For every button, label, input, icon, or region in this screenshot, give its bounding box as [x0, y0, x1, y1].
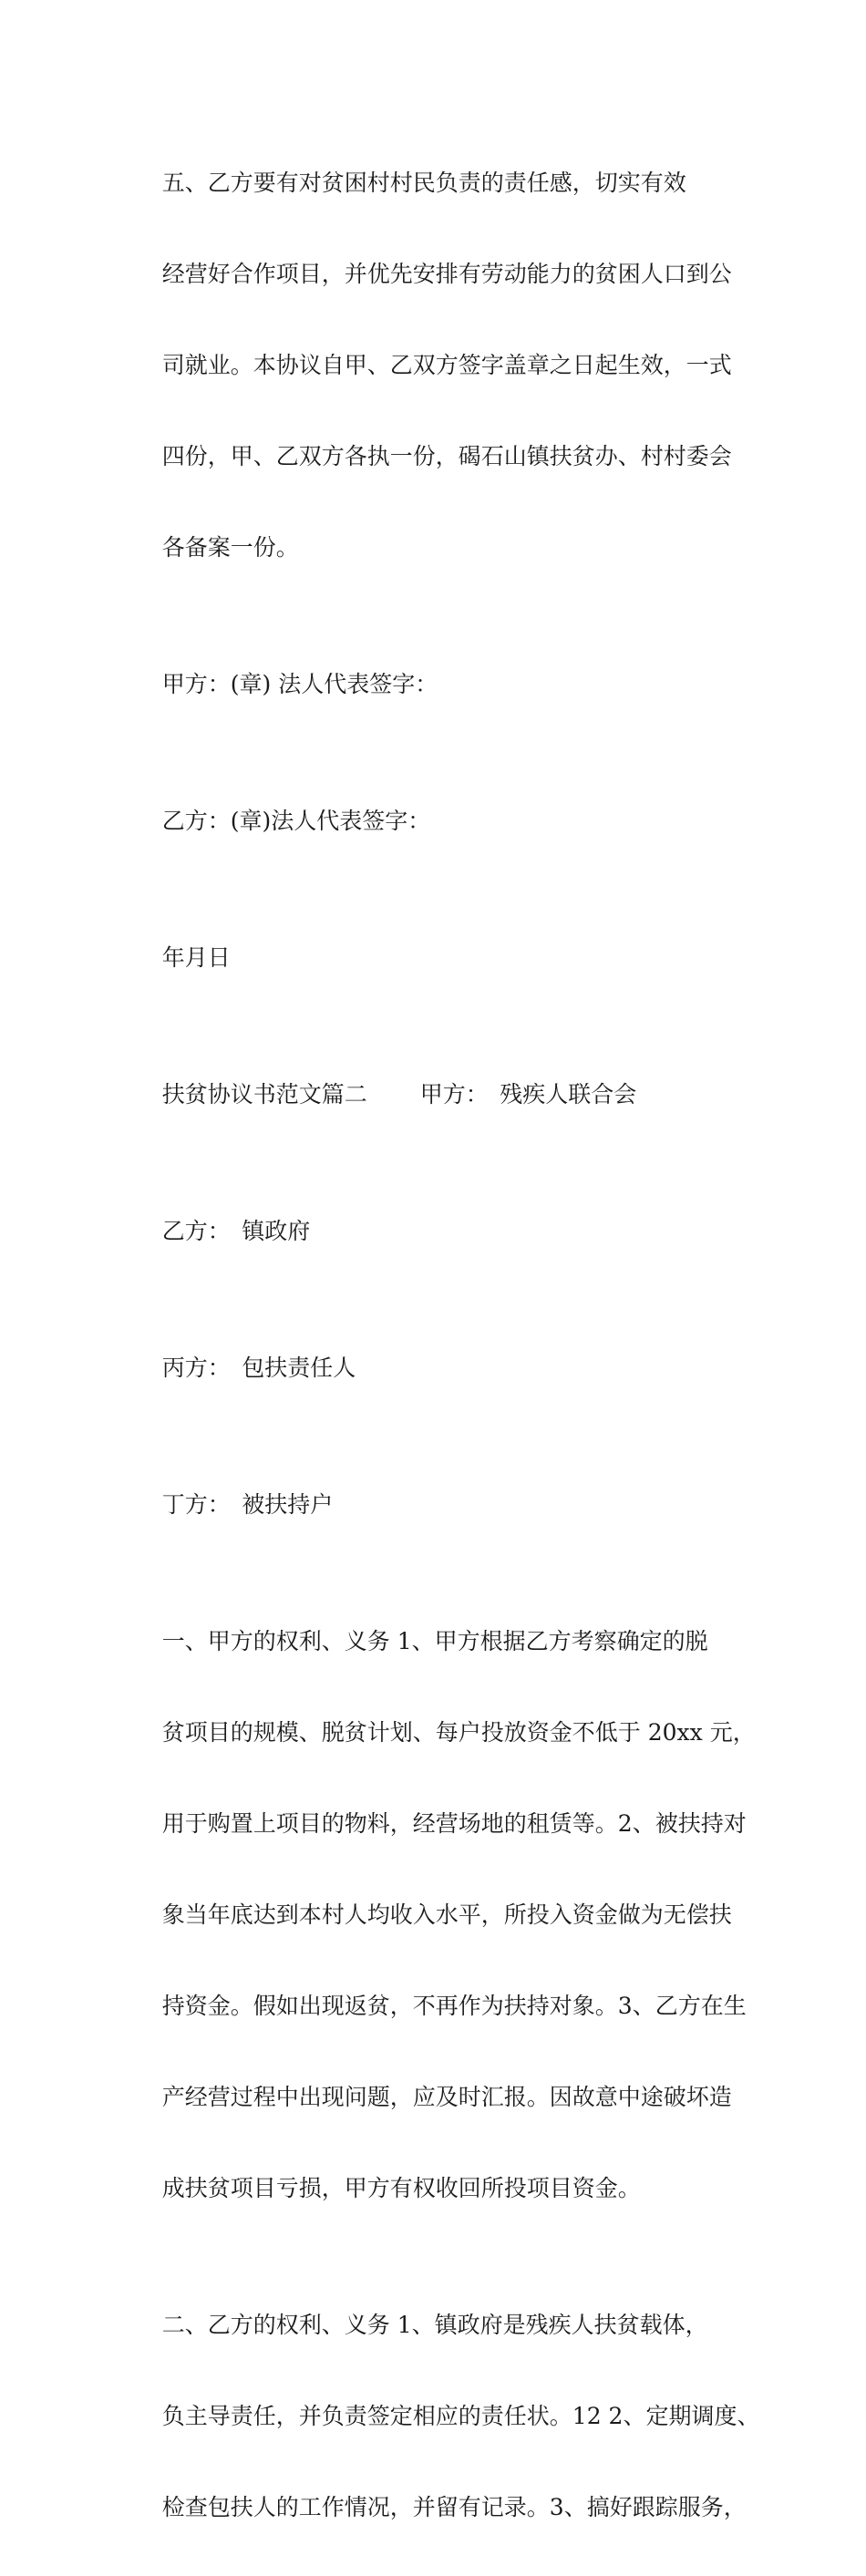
text-line: 年月日	[161, 944, 231, 971]
paragraph-clause-1	[133, 1573, 762, 2257]
text-line: 负主导责任，并负责签定相应的责任状。12 2、定期调度、	[161, 2403, 760, 2429]
date-line	[133, 890, 762, 1026]
text-line: 二、乙方的权利、义务 1、镇政府是残疾人扶贫载体，	[161, 2312, 708, 2338]
document-page	[133, 115, 762, 2576]
text-line: 四份，甲、乙双方各执一份，碣石山镇扶贫办、村村委会	[161, 443, 732, 469]
text-line: 丁方： 被扶持户	[161, 1491, 334, 1518]
text-line: 象当年底达到本村人均收入水平，所投入资金做为无偿扶	[161, 1901, 732, 1928]
party-c-line	[133, 1300, 762, 1437]
text-line: 产经营过程中出现问题，应及时汇报。因故意中途破坏造	[161, 2084, 732, 2110]
text-line: 成扶贫项目亏损，甲方有权收回所投项目资金。	[161, 2175, 641, 2201]
party-b-line	[133, 1163, 762, 1300]
text-line: 司就业。本协议自甲、乙双方签字盖章之日起生效，一式	[161, 352, 732, 378]
text-line: 乙方： 镇政府	[161, 1218, 311, 1244]
text-line: 丙方： 包扶责任人	[161, 1355, 356, 1381]
party-b-signature-line	[133, 753, 762, 890]
party-d-line	[133, 1437, 762, 1573]
paragraph-clause-2	[133, 2257, 762, 2576]
paragraph-clause-5	[133, 115, 762, 616]
text-line: 一、甲方的权利、义务 1、甲方根据乙方考察确定的脱	[161, 1628, 708, 1654]
text-line: 用于购置上项目的物料，经营场地的租赁等。2、被扶持对	[161, 1810, 747, 1837]
text-line: 五、乙方要有对贫困村村民负责的责任感，切实有效	[161, 170, 686, 196]
text-line: 扶贫协议书范文篇二 甲方： 残疾人联合会	[161, 1081, 637, 1108]
text-line: 乙方：(章)法人代表签字：	[161, 808, 431, 834]
text-line: 甲方：(章) 法人代表签字：	[161, 671, 438, 697]
text-line: 持资金。假如出现返贫，不再作为扶持对象。3、乙方在生	[161, 1993, 747, 2019]
text-line: 经营好合作项目，并优先安排有劳动能力的贫困人口到公	[161, 261, 732, 287]
text-line: 贫项目的规模、脱贫计划、每户投放资金不低于 20xx 元，	[161, 1719, 756, 1746]
text-line: 检查包扶人的工作情况，并留有记录。3、搞好跟踪服务，	[161, 2494, 747, 2520]
text-line: 各备案一份。	[161, 534, 299, 561]
party-a-signature-line	[133, 616, 762, 753]
section-heading	[133, 1026, 762, 1163]
